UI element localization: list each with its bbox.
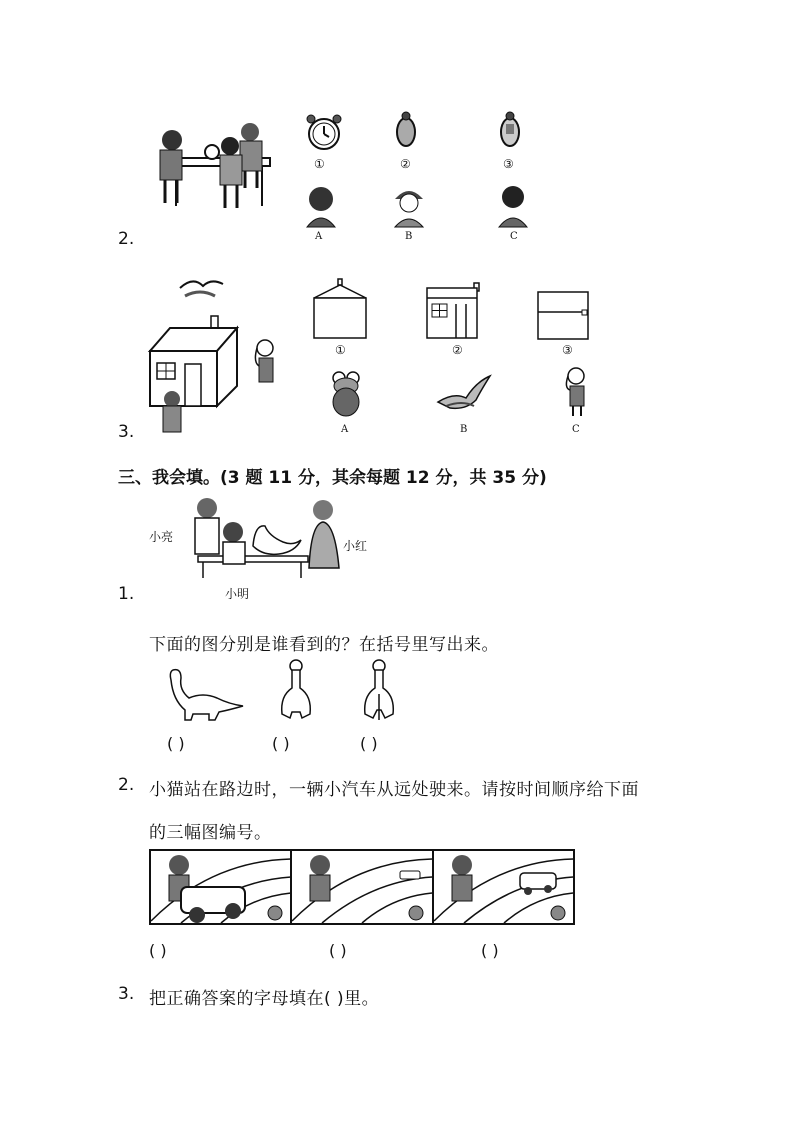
answer-blank[interactable]: ( ) bbox=[360, 734, 378, 753]
question-number: 1. bbox=[118, 584, 135, 604]
person-label-c: C bbox=[510, 231, 518, 242]
person-label-a: A bbox=[315, 231, 323, 242]
house-view-3-icon bbox=[537, 290, 591, 342]
view-label-2: ② bbox=[452, 343, 463, 357]
view-label-2: ② bbox=[400, 157, 411, 171]
question-text-line-2: 的三幅图编号。 bbox=[149, 823, 272, 843]
house-view-1-icon bbox=[313, 278, 368, 340]
car-scene-panel-2 bbox=[292, 851, 432, 923]
view-label-1: ① bbox=[314, 157, 325, 171]
view-label-3: ③ bbox=[562, 343, 573, 357]
view-label-1: ① bbox=[335, 343, 346, 357]
dinosaur-front-view-icon bbox=[278, 658, 314, 722]
question-number: 2. bbox=[118, 775, 135, 795]
person-label-b: B bbox=[405, 231, 413, 242]
object-label-a: A bbox=[341, 424, 349, 435]
boy-b-portrait-icon bbox=[392, 185, 426, 227]
section-heading: 三、我会填。(3 题 11 分，其余每题 12 分，共 35 分) bbox=[118, 468, 547, 488]
answer-blank[interactable]: ( ) bbox=[272, 734, 290, 753]
name-label-xiaoming: 小明 bbox=[225, 587, 250, 601]
frog-icon bbox=[328, 370, 364, 418]
name-label-xiaohong: 小红 bbox=[343, 539, 368, 553]
boy-a-portrait-icon bbox=[304, 185, 338, 227]
alarm-clock-front-icon bbox=[304, 112, 344, 152]
house-view-2-icon bbox=[426, 282, 482, 340]
car-scene-panel-1 bbox=[151, 851, 291, 923]
alarm-clock-back-icon bbox=[498, 110, 522, 150]
alarm-clock-side-icon bbox=[394, 110, 418, 150]
object-label-b: B bbox=[460, 424, 468, 435]
dinosaur-back-view-icon bbox=[361, 658, 397, 722]
kids-at-table-illustration bbox=[150, 118, 280, 213]
question-number: 3. bbox=[118, 984, 135, 1004]
object-label-c: C bbox=[572, 424, 580, 435]
answer-blank[interactable]: ( ) bbox=[481, 941, 499, 960]
question-text: 把正确答案的字母填在( )里。 bbox=[149, 989, 380, 1009]
answer-blank[interactable]: ( ) bbox=[149, 941, 167, 960]
bird-icon bbox=[436, 372, 492, 412]
house-scene-illustration bbox=[145, 266, 285, 441]
boy-c-portrait-icon bbox=[496, 183, 530, 227]
answer-blank[interactable]: ( ) bbox=[167, 734, 185, 753]
question-number: 3. bbox=[118, 422, 135, 442]
car-scene-panel-3 bbox=[434, 851, 573, 923]
car-sequence-strip bbox=[149, 849, 575, 925]
question-number: 2. bbox=[118, 229, 135, 249]
question-prompt: 下面的图分别是谁看到的？在括号里写出来。 bbox=[149, 635, 499, 655]
question-text-line-1: 小猫站在路边时，一辆小汽车从远处驶来。请按时间顺序给下面 bbox=[149, 780, 639, 800]
dog-icon bbox=[562, 366, 592, 418]
children-dinosaur-illustration bbox=[183, 496, 343, 586]
name-label-xiaoliang: 小亮 bbox=[149, 530, 174, 544]
view-label-3: ③ bbox=[503, 157, 514, 171]
answer-blank[interactable]: ( ) bbox=[329, 941, 347, 960]
dinosaur-side-view-icon bbox=[163, 666, 245, 722]
